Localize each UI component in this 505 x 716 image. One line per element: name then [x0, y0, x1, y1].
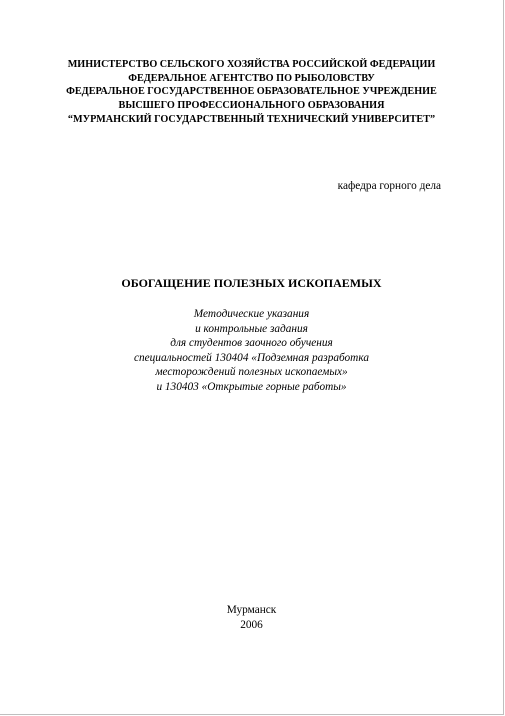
department-label: кафедра горного дела: [337, 180, 441, 192]
document-subtitle: [0, 307, 503, 395]
header-line-university: “МУРМАНСКИЙ ГОСУДАРСТВЕННЫЙ ТЕХНИЧЕСКИЙ УНИВЕРСИТЕТ”: [67, 113, 436, 125]
document-title: ОБОГАЩЕНИЕ ПОЛЕЗНЫХ ИСКОПАЕМЫХ: [121, 276, 382, 290]
imprint: [0, 603, 503, 632]
header-line-ministry: МИНИСТЕРСТВО СЕЛЬСКОГО ХОЗЯЙСТВА РОССИЙСКОЙ ФЕДЕРАЦИИ: [67, 59, 436, 70]
header-line-institution: ФЕДЕРАЛЬНОЕ ГОСУДАРСТВЕННОЕ ОБРАЗОВАТЕЛЬНОЕ УЧРЕЖДЕНИЕ: [66, 86, 437, 98]
header-line-education-level: ВЫСШЕГО ПРОФЕССИОНАЛЬНОГО ОБРАЗОВАНИЯ: [118, 100, 385, 112]
subtitle-line: месторождений полезных ископаемых»: [155, 366, 348, 379]
imprint-city: Мурманск: [226, 604, 277, 616]
imprint-year: 2006: [240, 618, 263, 631]
header-line-agency: ФЕДЕРАЛЬНОЕ АГЕНТСТВО ПО РЫБОЛОВСТВУ: [128, 72, 375, 84]
subtitle-line: и контрольные задания: [195, 322, 308, 335]
subtitle-line: и 130403 «Открытые горные работы»: [156, 380, 347, 393]
subtitle-line: специальностей 130404 «Подземная разработка: [133, 351, 369, 364]
institution-header: [0, 58, 503, 127]
subtitle-line: Методические указания: [193, 308, 310, 320]
subtitle-line: для студентов заочного обучения: [170, 337, 333, 350]
